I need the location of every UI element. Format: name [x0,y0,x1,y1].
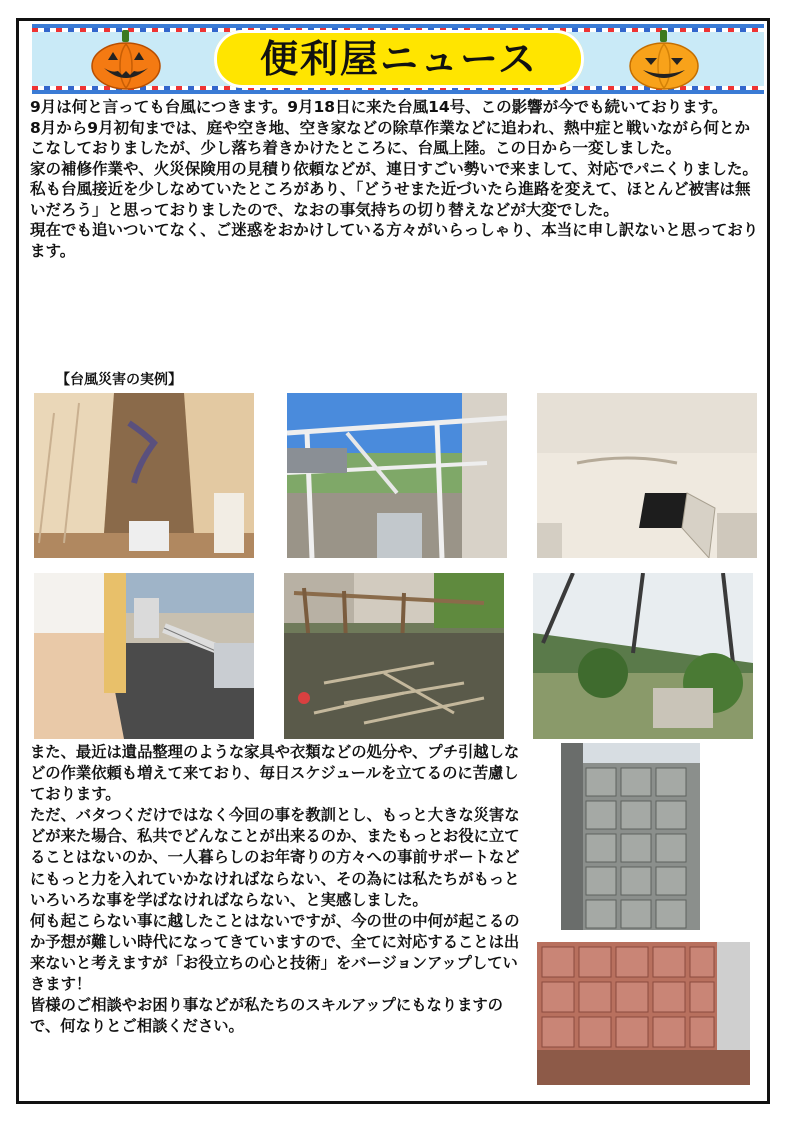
closing-text [30,742,530,1037]
intro-paragraph: 家の補修作業や、火災保険用の見積り依頼などが、連日すごい勢いで来まして、対応でパニくりました。私も台風接近を少しなめていたところがあり、「どうせまた近づいたら進路を変えて、ほとんど被害は無いだろう」と思っておりましたので、なおの事気持ちの切り替えなどが大変でした。 [30,159,758,219]
intro-text [30,97,762,261]
closing-paragraph: 何も起こらない事に越したことはないですが、今の世の中何が起こるのか予想が難しい時代になってきていますので、全てに対応することは出来ないと考えますが「お役立ちの心と技術」をバージョンアップしていきます！ [30,911,520,994]
jack-o-lantern-icon [628,28,700,90]
roof-tiles-photo [561,743,700,930]
closing-paragraph: また、最近は遺品整理のような家具や衣類などの処分や、プチ引越しなどの作業依頼も増えて来ており、毎日スケジュールを立てるのに苦慮しております。 [30,743,520,804]
intro-paragraph: 8月から9月初旬までは、庭や空き地、空き家などの除草作業などに追われ、熱中症と戦いながら何とかこなしておりましたが、少し落ち着きかけたところに、台風上陸。この日から一変しました。 [30,118,751,157]
red-roof-tiles-photo [537,942,750,1085]
damaged-ceiling-photo [34,393,254,558]
ceiling-hole-photo [537,393,757,558]
collapsed-fence-debris-photo [284,573,504,739]
photos-caption: 【台風災害の実例】 [56,372,182,388]
broken-carport-frame-photo [287,393,507,558]
carport-roof-photo [533,573,753,739]
jack-o-lantern-icon [90,28,162,90]
closing-paragraph: 皆様のご相談やお困り事などが私たちのスキルアップにもなりますので、何なりとご相談ください。 [30,996,503,1036]
intro-paragraph: 現在でも追いついてなく、ご迷惑をおかけしている方々がいらっしゃり、本当に申し訳ないと思っております。 [30,221,759,260]
fallen-fence-driveway-photo [34,573,254,739]
newsletter-title: 便利屋ニュース [259,37,539,81]
closing-paragraph: ただ、バタつくだけではなく今回の事を教訓とし、もっと大きな災害などが来た場合、私共でどんなことが出来るのか、またもっとお役に立てることはないのか、一人暮らしのお年寄りの方々への事前サポートなどにもっと力を入れていかなければならない、その為には私たちがもっといろいろな事を学ばなければならない、と実感しました。 [30,806,520,909]
intro-paragraph: 9月は何と言っても台風につきます。9月18日に来た台風14号、この影響が今でも続いております。 [30,98,728,116]
